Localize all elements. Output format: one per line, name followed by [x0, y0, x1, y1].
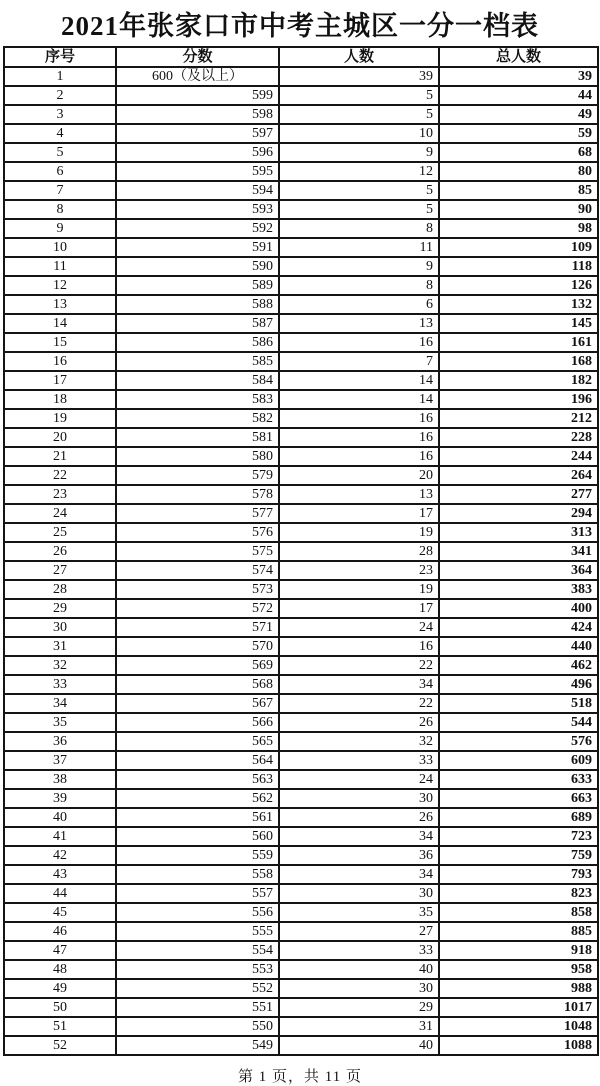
- score-table: [3, 46, 599, 1056]
- cell-index: 46: [4, 922, 116, 941]
- cell-count: 40: [279, 1036, 439, 1055]
- page-footer: 第 1 页，共 11 页: [238, 1069, 362, 1085]
- cell-cumulative: 264: [439, 466, 598, 485]
- table-row: [4, 504, 598, 523]
- cell-cumulative: 723: [439, 827, 598, 846]
- table-row: [4, 257, 598, 276]
- cell-cumulative: 145: [439, 314, 598, 333]
- cell-count: 23: [279, 561, 439, 580]
- cell-cumulative: 988: [439, 979, 598, 998]
- cell-count: 35: [279, 903, 439, 922]
- table-row: [4, 124, 598, 143]
- cell-count: 9: [279, 257, 439, 276]
- cell-cumulative: 341: [439, 542, 598, 561]
- cell-index: 48: [4, 960, 116, 979]
- table-row: [4, 827, 598, 846]
- cell-index: 47: [4, 941, 116, 960]
- cell-count: 26: [279, 808, 439, 827]
- cell-score: 568: [116, 675, 279, 694]
- table-row: [4, 466, 598, 485]
- table-row: [4, 105, 598, 124]
- cell-score: 593: [116, 200, 279, 219]
- cell-index: 41: [4, 827, 116, 846]
- cell-cumulative: 885: [439, 922, 598, 941]
- cell-index: 13: [4, 295, 116, 314]
- cell-cumulative: 294: [439, 504, 598, 523]
- cell-index: 31: [4, 637, 116, 656]
- table-row: [4, 637, 598, 656]
- cell-cumulative: 1088: [439, 1036, 598, 1055]
- cell-cumulative: 663: [439, 789, 598, 808]
- table-row: [4, 599, 598, 618]
- cell-cumulative: 793: [439, 865, 598, 884]
- table-row: [4, 143, 598, 162]
- cell-cumulative: 277: [439, 485, 598, 504]
- table-body: [4, 67, 598, 1055]
- cell-score: 570: [116, 637, 279, 656]
- cell-index: 1: [4, 67, 116, 86]
- cell-cumulative: 44: [439, 86, 598, 105]
- cell-index: 29: [4, 599, 116, 618]
- cell-count: 12: [279, 162, 439, 181]
- cell-cumulative: 313: [439, 523, 598, 542]
- cell-index: 26: [4, 542, 116, 561]
- cell-score: 597: [116, 124, 279, 143]
- cell-count: 7: [279, 352, 439, 371]
- cell-index: 25: [4, 523, 116, 542]
- cell-count: 6: [279, 295, 439, 314]
- table-row: [4, 884, 598, 903]
- cell-cumulative: 39: [439, 67, 598, 86]
- table-row: [4, 200, 598, 219]
- cell-count: 22: [279, 694, 439, 713]
- cell-index: 44: [4, 884, 116, 903]
- cell-score: 588: [116, 295, 279, 314]
- cell-index: 38: [4, 770, 116, 789]
- cell-index: 12: [4, 276, 116, 295]
- cell-score: 589: [116, 276, 279, 295]
- cell-count: 30: [279, 884, 439, 903]
- cell-cumulative: 109: [439, 238, 598, 257]
- cell-cumulative: 544: [439, 713, 598, 732]
- column-header-count: 人数: [279, 47, 439, 67]
- cell-count: 26: [279, 713, 439, 732]
- cell-score: 577: [116, 504, 279, 523]
- table-header: [4, 47, 598, 67]
- table-row: [4, 428, 598, 447]
- cell-score: 578: [116, 485, 279, 504]
- header-row: [4, 47, 598, 67]
- cell-score: 565: [116, 732, 279, 751]
- table-row: [4, 808, 598, 827]
- cell-count: 32: [279, 732, 439, 751]
- cell-cumulative: 118: [439, 257, 598, 276]
- cell-score: 561: [116, 808, 279, 827]
- table-row: [4, 694, 598, 713]
- cell-count: 16: [279, 637, 439, 656]
- cell-count: 11: [279, 238, 439, 257]
- cell-score: 566: [116, 713, 279, 732]
- cell-cumulative: 196: [439, 390, 598, 409]
- cell-score: 554: [116, 941, 279, 960]
- cell-score: 580: [116, 447, 279, 466]
- cell-score: 557: [116, 884, 279, 903]
- table-row: [4, 162, 598, 181]
- table-row: [4, 447, 598, 466]
- cell-count: 27: [279, 922, 439, 941]
- cell-cumulative: 228: [439, 428, 598, 447]
- cell-index: 17: [4, 371, 116, 390]
- cell-cumulative: 759: [439, 846, 598, 865]
- cell-index: 27: [4, 561, 116, 580]
- cell-count: 16: [279, 333, 439, 352]
- page-title: 2021年张家口市中考主城区一分一档表: [61, 11, 539, 41]
- cell-count: 33: [279, 751, 439, 770]
- cell-cumulative: 383: [439, 580, 598, 599]
- cell-index: 32: [4, 656, 116, 675]
- cell-score: 559: [116, 846, 279, 865]
- cell-count: 17: [279, 599, 439, 618]
- cell-index: 23: [4, 485, 116, 504]
- cell-count: 13: [279, 314, 439, 333]
- table-row: [4, 390, 598, 409]
- cell-cumulative: 576: [439, 732, 598, 751]
- cell-count: 5: [279, 181, 439, 200]
- cell-count: 19: [279, 580, 439, 599]
- cell-cumulative: 80: [439, 162, 598, 181]
- cell-cumulative: 462: [439, 656, 598, 675]
- cell-score: 583: [116, 390, 279, 409]
- cell-index: 11: [4, 257, 116, 276]
- cell-index: 35: [4, 713, 116, 732]
- table-row: [4, 542, 598, 561]
- cell-index: 16: [4, 352, 116, 371]
- cell-index: 21: [4, 447, 116, 466]
- cell-count: 39: [279, 67, 439, 86]
- cell-score: 560: [116, 827, 279, 846]
- cell-cumulative: 1048: [439, 1017, 598, 1036]
- table-row: [4, 561, 598, 580]
- cell-score: 551: [116, 998, 279, 1017]
- table-row: [4, 333, 598, 352]
- cell-score: 555: [116, 922, 279, 941]
- table-row: [4, 656, 598, 675]
- cell-index: 7: [4, 181, 116, 200]
- cell-score: 549: [116, 1036, 279, 1055]
- cell-count: 5: [279, 105, 439, 124]
- cell-count: 34: [279, 675, 439, 694]
- table-row: [4, 276, 598, 295]
- cell-index: 52: [4, 1036, 116, 1055]
- cell-count: 16: [279, 409, 439, 428]
- cell-score: 553: [116, 960, 279, 979]
- cell-cumulative: 212: [439, 409, 598, 428]
- cell-cumulative: 424: [439, 618, 598, 637]
- cell-cumulative: 49: [439, 105, 598, 124]
- cell-score: 574: [116, 561, 279, 580]
- table-row: [4, 580, 598, 599]
- cell-count: 22: [279, 656, 439, 675]
- cell-index: 10: [4, 238, 116, 257]
- cell-cumulative: 400: [439, 599, 598, 618]
- cell-cumulative: 244: [439, 447, 598, 466]
- cell-count: 20: [279, 466, 439, 485]
- cell-score: 569: [116, 656, 279, 675]
- table-row: [4, 865, 598, 884]
- cell-cumulative: 609: [439, 751, 598, 770]
- cell-cumulative: 518: [439, 694, 598, 713]
- cell-cumulative: 918: [439, 941, 598, 960]
- cell-index: 45: [4, 903, 116, 922]
- table-row: [4, 751, 598, 770]
- cell-index: 36: [4, 732, 116, 751]
- table-row: [4, 922, 598, 941]
- cell-score: 556: [116, 903, 279, 922]
- cell-cumulative: 958: [439, 960, 598, 979]
- cell-index: 51: [4, 1017, 116, 1036]
- document-page: [0, 4, 600, 1086]
- cell-cumulative: 823: [439, 884, 598, 903]
- table-row: [4, 732, 598, 751]
- cell-score: 585: [116, 352, 279, 371]
- cell-count: 13: [279, 485, 439, 504]
- cell-count: 16: [279, 428, 439, 447]
- cell-cumulative: 126: [439, 276, 598, 295]
- table-row: [4, 1017, 598, 1036]
- cell-count: 34: [279, 827, 439, 846]
- cell-index: 28: [4, 580, 116, 599]
- cell-cumulative: 496: [439, 675, 598, 694]
- cell-index: 37: [4, 751, 116, 770]
- cell-cumulative: 440: [439, 637, 598, 656]
- table-row: [4, 1036, 598, 1055]
- cell-cumulative: 364: [439, 561, 598, 580]
- cell-count: 10: [279, 124, 439, 143]
- cell-cumulative: 633: [439, 770, 598, 789]
- cell-index: 15: [4, 333, 116, 352]
- column-header-index: 序号: [4, 47, 116, 67]
- cell-index: 6: [4, 162, 116, 181]
- table-row: [4, 181, 598, 200]
- cell-count: 19: [279, 523, 439, 542]
- cell-index: 39: [4, 789, 116, 808]
- cell-index: 3: [4, 105, 116, 124]
- cell-score: 592: [116, 219, 279, 238]
- table-row: [4, 903, 598, 922]
- cell-score: 584: [116, 371, 279, 390]
- cell-count: 28: [279, 542, 439, 561]
- cell-cumulative: 168: [439, 352, 598, 371]
- cell-count: 16: [279, 447, 439, 466]
- cell-index: 22: [4, 466, 116, 485]
- cell-count: 14: [279, 390, 439, 409]
- cell-score: 563: [116, 770, 279, 789]
- cell-cumulative: 1017: [439, 998, 598, 1017]
- table-row: [4, 846, 598, 865]
- cell-index: 30: [4, 618, 116, 637]
- cell-index: 40: [4, 808, 116, 827]
- cell-index: 34: [4, 694, 116, 713]
- cell-cumulative: 182: [439, 371, 598, 390]
- table-row: [4, 789, 598, 808]
- cell-index: 24: [4, 504, 116, 523]
- cell-score: 558: [116, 865, 279, 884]
- cell-cumulative: 68: [439, 143, 598, 162]
- cell-score: 587: [116, 314, 279, 333]
- cell-count: 14: [279, 371, 439, 390]
- cell-score: 564: [116, 751, 279, 770]
- cell-score: 581: [116, 428, 279, 447]
- cell-score: 571: [116, 618, 279, 637]
- table-row: [4, 67, 598, 86]
- cell-score: 595: [116, 162, 279, 181]
- cell-score: 594: [116, 181, 279, 200]
- table-row: [4, 941, 598, 960]
- cell-index: 33: [4, 675, 116, 694]
- cell-cumulative: 90: [439, 200, 598, 219]
- cell-index: 18: [4, 390, 116, 409]
- table-row: [4, 295, 598, 314]
- cell-count: 30: [279, 789, 439, 808]
- cell-score: 562: [116, 789, 279, 808]
- cell-index: 4: [4, 124, 116, 143]
- cell-index: 42: [4, 846, 116, 865]
- table-row: [4, 523, 598, 542]
- cell-index: 5: [4, 143, 116, 162]
- cell-cumulative: 689: [439, 808, 598, 827]
- cell-index: 14: [4, 314, 116, 333]
- cell-score: 575: [116, 542, 279, 561]
- cell-index: 2: [4, 86, 116, 105]
- cell-index: 19: [4, 409, 116, 428]
- column-header-cumulative: 总人数: [439, 47, 598, 67]
- table-row: [4, 618, 598, 637]
- cell-count: 8: [279, 276, 439, 295]
- table-row: [4, 998, 598, 1017]
- cell-score: 598: [116, 105, 279, 124]
- table-row: [4, 219, 598, 238]
- cell-index: 9: [4, 219, 116, 238]
- table-row: [4, 238, 598, 257]
- cell-score: 567: [116, 694, 279, 713]
- cell-score: 552: [116, 979, 279, 998]
- table-row: [4, 713, 598, 732]
- table-row: [4, 770, 598, 789]
- cell-score: 600（及以上）: [116, 67, 279, 86]
- cell-cumulative: 85: [439, 181, 598, 200]
- cell-score: 582: [116, 409, 279, 428]
- cell-count: 9: [279, 143, 439, 162]
- cell-count: 5: [279, 86, 439, 105]
- table-row: [4, 979, 598, 998]
- table-row: [4, 371, 598, 390]
- cell-score: 599: [116, 86, 279, 105]
- cell-index: 20: [4, 428, 116, 447]
- cell-score: 572: [116, 599, 279, 618]
- cell-count: 29: [279, 998, 439, 1017]
- cell-count: 31: [279, 1017, 439, 1036]
- cell-cumulative: 59: [439, 124, 598, 143]
- cell-score: 590: [116, 257, 279, 276]
- cell-score: 586: [116, 333, 279, 352]
- cell-score: 550: [116, 1017, 279, 1036]
- cell-count: 36: [279, 846, 439, 865]
- cell-cumulative: 132: [439, 295, 598, 314]
- cell-count: 5: [279, 200, 439, 219]
- cell-count: 17: [279, 504, 439, 523]
- table-row: [4, 352, 598, 371]
- cell-count: 33: [279, 941, 439, 960]
- cell-cumulative: 161: [439, 333, 598, 352]
- table-row: [4, 409, 598, 428]
- cell-score: 579: [116, 466, 279, 485]
- cell-cumulative: 858: [439, 903, 598, 922]
- column-header-score: 分数: [116, 47, 279, 67]
- cell-index: 49: [4, 979, 116, 998]
- table-row: [4, 485, 598, 504]
- cell-score: 573: [116, 580, 279, 599]
- cell-cumulative: 98: [439, 219, 598, 238]
- cell-index: 50: [4, 998, 116, 1017]
- cell-score: 576: [116, 523, 279, 542]
- table-row: [4, 86, 598, 105]
- table-row: [4, 960, 598, 979]
- cell-count: 40: [279, 960, 439, 979]
- cell-count: 8: [279, 219, 439, 238]
- cell-count: 24: [279, 618, 439, 637]
- cell-score: 596: [116, 143, 279, 162]
- table-row: [4, 314, 598, 333]
- table-row: [4, 675, 598, 694]
- cell-score: 591: [116, 238, 279, 257]
- cell-count: 24: [279, 770, 439, 789]
- cell-index: 43: [4, 865, 116, 884]
- cell-count: 30: [279, 979, 439, 998]
- cell-count: 34: [279, 865, 439, 884]
- cell-index: 8: [4, 200, 116, 219]
